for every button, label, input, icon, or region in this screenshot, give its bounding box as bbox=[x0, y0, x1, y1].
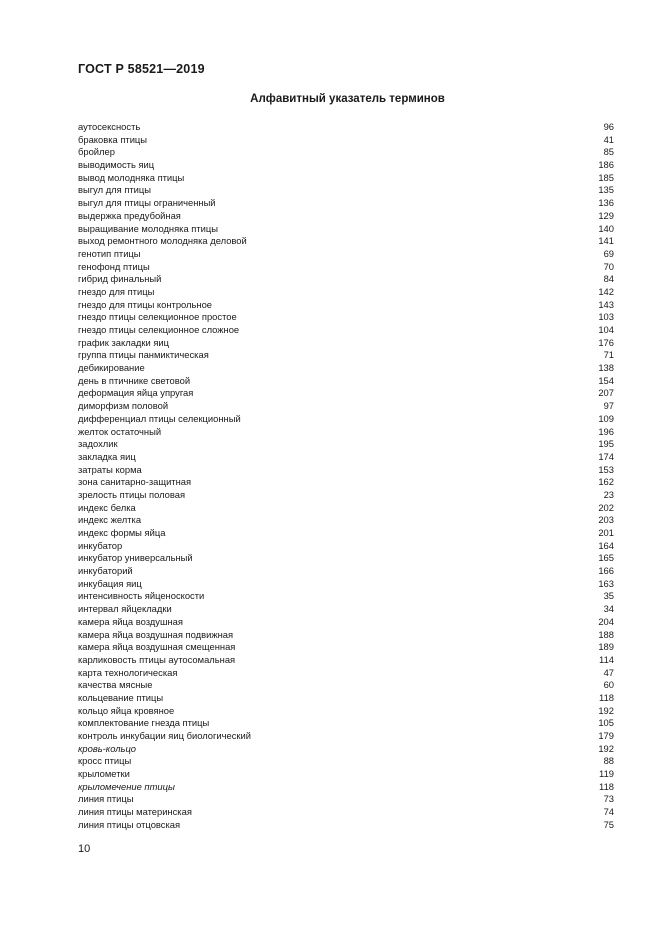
index-page-ref: 96 bbox=[603, 121, 614, 132]
index-page-ref: 73 bbox=[603, 793, 614, 805]
index-entry bbox=[78, 717, 614, 730]
index-term: кросс птицы bbox=[78, 755, 132, 767]
index-page-ref: 179 bbox=[598, 730, 614, 741]
index-term: бройлер bbox=[78, 146, 115, 158]
index-entry bbox=[78, 793, 614, 806]
index-page-ref: 104 bbox=[598, 324, 614, 335]
index-entry bbox=[78, 134, 614, 147]
index-entry bbox=[78, 273, 614, 286]
index-term: инкубатор bbox=[78, 539, 123, 551]
index-term: кольцо яйца кровяное bbox=[78, 704, 175, 716]
index-page-ref: 207 bbox=[598, 387, 614, 399]
index-term: линия птицы bbox=[78, 793, 134, 805]
index-entry bbox=[78, 819, 614, 832]
page-title: Алфавитный указатель терминов bbox=[250, 93, 445, 105]
index-entry bbox=[78, 527, 614, 540]
index-entry bbox=[78, 629, 614, 642]
index-page-ref: 166 bbox=[598, 565, 614, 577]
index-term: интенсивность яйценоскости bbox=[78, 590, 205, 602]
index-page-ref: 195 bbox=[598, 438, 614, 450]
index-entry bbox=[78, 540, 614, 553]
term-index-list bbox=[78, 121, 614, 832]
index-entry bbox=[78, 641, 614, 654]
index-page-ref: 164 bbox=[598, 539, 614, 551]
index-page-ref: 185 bbox=[598, 171, 614, 183]
index-entry bbox=[78, 438, 614, 451]
index-term: браковка птицы bbox=[78, 133, 148, 145]
index-page-ref: 34 bbox=[603, 603, 614, 615]
index-page-ref: 114 bbox=[599, 653, 614, 665]
index-entry bbox=[78, 400, 614, 413]
index-term: выход ремонтного молодняка деловой bbox=[78, 235, 247, 247]
index-term: задохлик bbox=[78, 438, 118, 450]
index-page-ref: 201 bbox=[598, 527, 614, 538]
index-page-ref: 23 bbox=[603, 488, 614, 500]
index-entry bbox=[78, 667, 614, 680]
index-entry bbox=[78, 730, 614, 743]
document-standard-header: ГОСТ Р 58521—2019 bbox=[78, 62, 205, 76]
index-entry bbox=[78, 172, 614, 185]
index-page-ref: 188 bbox=[598, 628, 614, 640]
index-term: инкубаторий bbox=[78, 565, 133, 577]
index-page-ref: 118 bbox=[599, 780, 614, 792]
index-term: желток остаточный bbox=[78, 425, 162, 437]
index-entry bbox=[78, 210, 614, 223]
index-entry bbox=[78, 489, 614, 502]
index-page-ref: 142 bbox=[598, 285, 614, 297]
index-entry bbox=[78, 578, 614, 591]
index-entry bbox=[78, 451, 614, 464]
index-page-ref: 165 bbox=[598, 552, 614, 564]
index-page-ref: 97 bbox=[603, 400, 614, 412]
index-entry bbox=[78, 768, 614, 781]
index-page-ref: 143 bbox=[598, 298, 614, 310]
index-entry bbox=[78, 565, 614, 578]
index-term: кровь-кольцо bbox=[78, 742, 137, 754]
index-page-ref: 189 bbox=[598, 641, 614, 653]
index-term: деформация яйца упругая bbox=[78, 387, 194, 399]
index-term: генотип птицы bbox=[78, 247, 141, 259]
index-page-ref: 203 bbox=[598, 514, 614, 526]
index-term: группа птицы панмиктическая bbox=[78, 349, 209, 361]
index-entry bbox=[78, 590, 614, 603]
index-entry bbox=[78, 679, 614, 692]
index-page-ref: 162 bbox=[598, 476, 614, 488]
index-term: камера яйца воздушная bbox=[78, 615, 183, 627]
index-page-ref: 103 bbox=[598, 311, 614, 323]
index-entry bbox=[78, 464, 614, 477]
index-page-ref: 174 bbox=[598, 450, 614, 462]
index-term: затраты корма bbox=[78, 463, 142, 475]
index-term: вывод молодняка птицы bbox=[78, 171, 185, 183]
index-entry bbox=[78, 654, 614, 667]
index-term: зона санитарно-защитная bbox=[78, 476, 192, 488]
index-term: график закладки яиц bbox=[78, 336, 170, 348]
index-entry bbox=[78, 413, 614, 426]
index-term: дебикирование bbox=[78, 362, 145, 374]
index-term: крылометки bbox=[78, 768, 130, 780]
index-page-ref: 84 bbox=[603, 273, 614, 285]
index-page-ref: 47 bbox=[603, 666, 614, 678]
index-term: крыломечение птицы bbox=[78, 780, 175, 792]
index-page-ref: 154 bbox=[598, 374, 614, 386]
index-page-ref: 192 bbox=[598, 704, 614, 716]
index-page-ref: 138 bbox=[598, 362, 614, 374]
index-entry bbox=[78, 552, 614, 565]
index-entry bbox=[78, 692, 614, 705]
index-entry bbox=[78, 146, 614, 159]
index-page-ref: 204 bbox=[598, 615, 614, 627]
index-term: инкубатор универсальный bbox=[78, 552, 193, 564]
index-entry bbox=[78, 159, 614, 172]
index-term: гнездо для птицы bbox=[78, 285, 155, 297]
page-number: 10 bbox=[78, 843, 91, 855]
index-term: камера яйца воздушная подвижная bbox=[78, 628, 234, 640]
index-entry bbox=[78, 223, 614, 236]
index-page-ref: 129 bbox=[598, 209, 614, 221]
index-entry bbox=[78, 387, 614, 400]
index-entry bbox=[78, 705, 614, 718]
index-term: карликовость птицы аутосомальная bbox=[78, 653, 236, 665]
index-page-ref: 118 bbox=[599, 691, 614, 703]
index-term: дифференциал птицы селекционный bbox=[78, 412, 241, 424]
index-page-ref: 70 bbox=[603, 260, 614, 272]
index-term: гнездо для птицы контрольное bbox=[78, 298, 213, 310]
index-term: аутосексность bbox=[78, 121, 141, 132]
index-page-ref: 136 bbox=[598, 197, 614, 209]
index-entry bbox=[78, 337, 614, 350]
index-term: генофонд птицы bbox=[78, 260, 150, 272]
index-entry bbox=[78, 781, 614, 794]
index-page-ref: 186 bbox=[598, 159, 614, 171]
index-term: день в птичнике световой bbox=[78, 374, 191, 386]
index-term: комплектование гнезда птицы bbox=[78, 717, 210, 729]
index-page-ref: 119 bbox=[599, 768, 614, 780]
index-term: гнездо птицы селекционное простое bbox=[78, 311, 237, 323]
index-term: выращивание молодняка птицы bbox=[78, 222, 219, 234]
index-entry bbox=[78, 349, 614, 362]
index-entry bbox=[78, 324, 614, 337]
index-term: выгул для птицы bbox=[78, 184, 152, 196]
index-page-ref: 74 bbox=[603, 806, 614, 818]
index-page-ref: 163 bbox=[598, 577, 614, 589]
index-entry bbox=[78, 248, 614, 261]
index-page-ref: 105 bbox=[598, 717, 614, 729]
index-page-ref: 41 bbox=[603, 133, 614, 145]
index-term: кольцевание птицы bbox=[78, 691, 164, 703]
index-entry bbox=[78, 514, 614, 527]
index-entry bbox=[78, 426, 614, 439]
index-page-ref: 196 bbox=[598, 425, 614, 437]
index-term: выводимость яиц bbox=[78, 159, 155, 171]
index-term: контроль инкубации яиц биологический bbox=[78, 730, 252, 741]
index-page-ref: 135 bbox=[598, 184, 614, 196]
index-page-ref: 69 bbox=[603, 247, 614, 259]
index-page-ref: 176 bbox=[598, 336, 614, 348]
index-term: выдержка предубойная bbox=[78, 209, 181, 221]
index-term: гнездо птицы селекционное сложное bbox=[78, 324, 240, 335]
index-term: индекс белка bbox=[78, 501, 136, 513]
index-entry bbox=[78, 476, 614, 489]
index-entry bbox=[78, 362, 614, 375]
index-entry bbox=[78, 235, 614, 248]
index-page-ref: 75 bbox=[603, 818, 614, 830]
index-entry bbox=[78, 603, 614, 616]
index-entry bbox=[78, 286, 614, 299]
index-entry bbox=[78, 755, 614, 768]
index-page-ref: 60 bbox=[603, 679, 614, 691]
index-entry bbox=[78, 184, 614, 197]
index-entry bbox=[78, 806, 614, 819]
index-page-ref: 153 bbox=[598, 463, 614, 475]
index-entry bbox=[78, 121, 614, 134]
index-entry bbox=[78, 616, 614, 629]
index-term: индекс формы яйца bbox=[78, 527, 166, 538]
index-term: качества мясные bbox=[78, 679, 153, 691]
index-page-ref: 71 bbox=[603, 349, 614, 361]
index-term: зрелость птицы половая bbox=[78, 488, 186, 500]
index-term: гибрид финальный bbox=[78, 273, 162, 285]
index-entry bbox=[78, 743, 614, 756]
index-entry bbox=[78, 311, 614, 324]
index-page-ref: 141 bbox=[598, 235, 614, 247]
index-page-ref: 88 bbox=[603, 755, 614, 767]
index-term: карта технологическая bbox=[78, 666, 178, 678]
index-entry bbox=[78, 299, 614, 312]
index-term: закладка яиц bbox=[78, 450, 136, 462]
index-page-ref: 85 bbox=[603, 146, 614, 158]
index-page-ref: 140 bbox=[598, 222, 614, 234]
index-page-ref: 109 bbox=[598, 412, 614, 424]
index-page-ref: 192 bbox=[598, 742, 614, 754]
index-term: камера яйца воздушная смещенная bbox=[78, 641, 236, 653]
index-entry bbox=[78, 502, 614, 515]
index-entry bbox=[78, 375, 614, 388]
index-entry bbox=[78, 197, 614, 210]
index-entry bbox=[78, 261, 614, 274]
index-term: инкубация яиц bbox=[78, 577, 142, 589]
index-term: выгул для птицы ограниченный bbox=[78, 197, 216, 209]
index-term: диморфизм половой bbox=[78, 400, 169, 412]
index-term: линия птицы материнская bbox=[78, 806, 192, 818]
index-page-ref: 202 bbox=[598, 501, 614, 513]
index-term: линия птицы отцовская bbox=[78, 818, 181, 830]
index-term: интервал яйцекладки bbox=[78, 603, 172, 615]
index-term: индекс желтка bbox=[78, 514, 142, 526]
index-page-ref: 35 bbox=[603, 590, 614, 602]
